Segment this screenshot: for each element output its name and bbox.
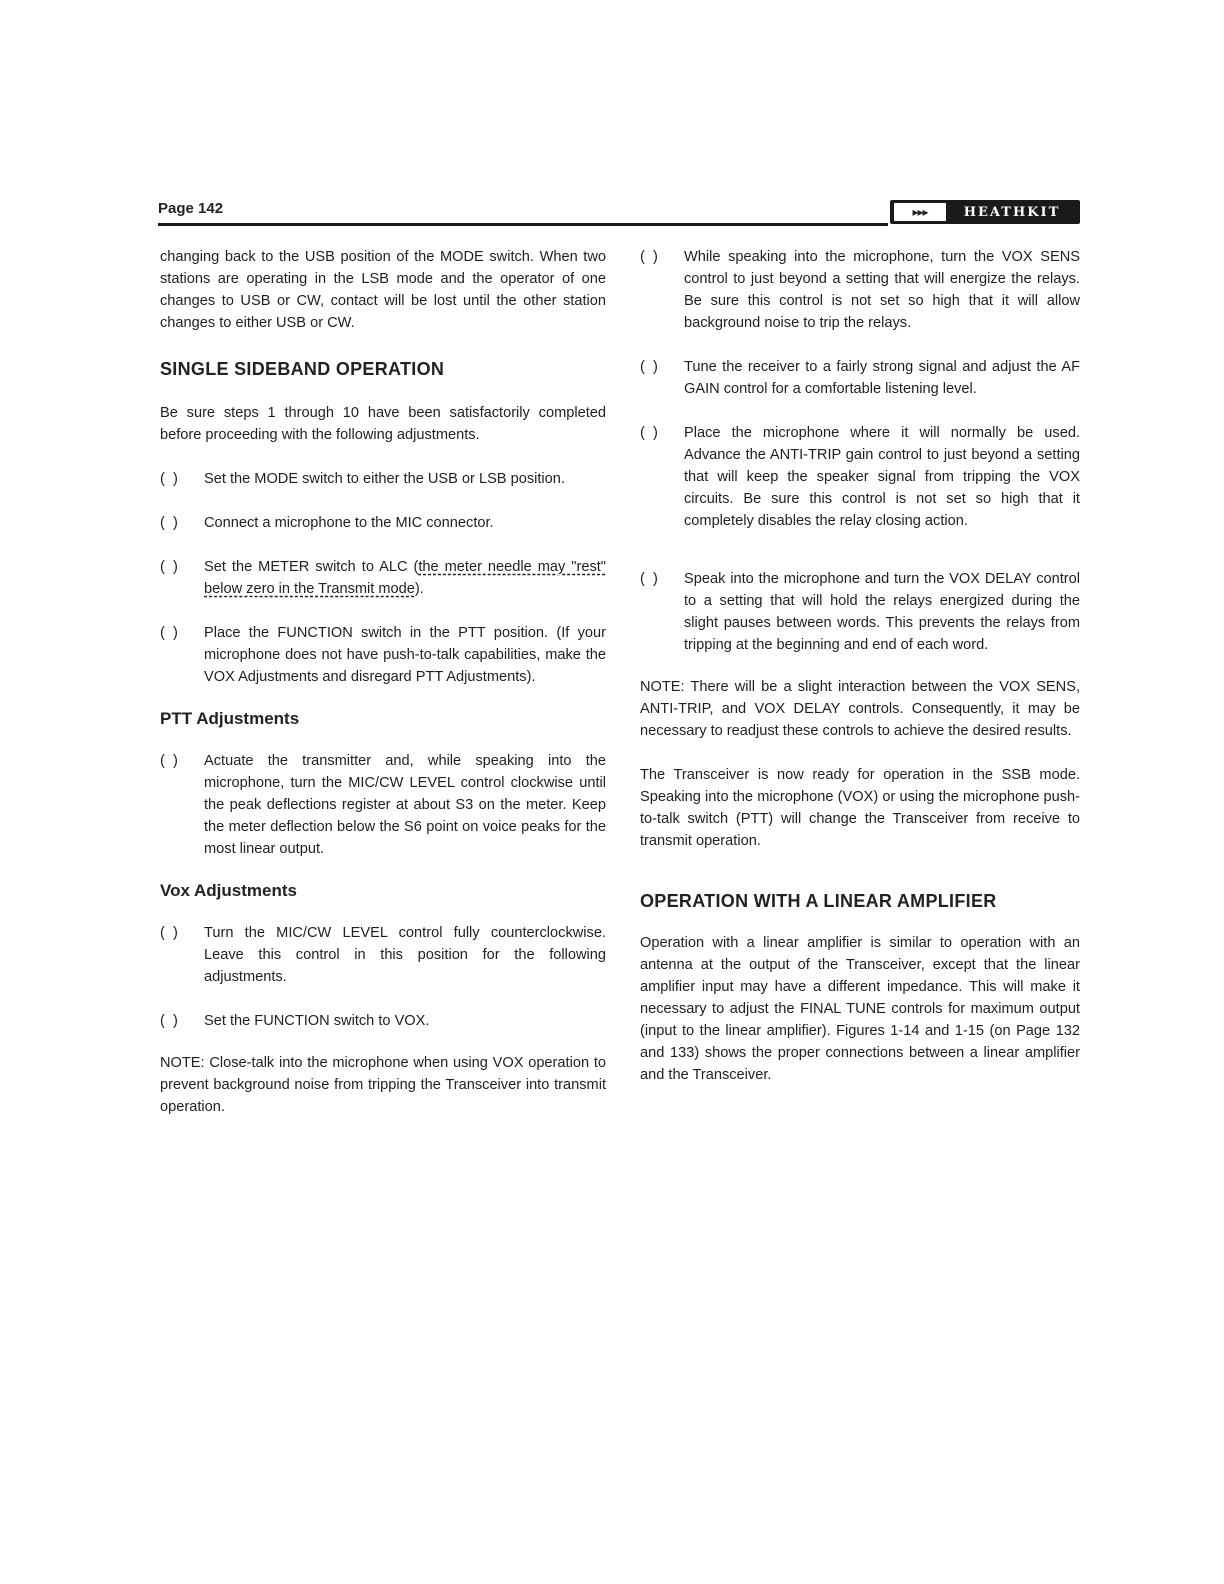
step-vox-level [160, 922, 606, 988]
step-text [204, 556, 606, 600]
header-rule [158, 223, 888, 226]
page-number: Page 142 [158, 200, 224, 217]
checkbox[interactable]: ( ) [160, 1013, 178, 1029]
interaction-note: NOTE: There will be a slight interaction between the VOX SENS, ANTI-TRIP, and VOX DELAY controls. Consequently, it may be necessary to readjust these controls to achieve the desired results. [640, 679, 1080, 739]
page-header [158, 196, 1080, 230]
linear-heading: OPERATION WITH A LINEAR AMPLIFIER [640, 891, 997, 911]
ready-paragraph: The Transceiver is now ready for operation in the SSB mode. Speaking into the microphone (VOX) or using the microphone push-to-talk switch (PTT) will change the Transceiver from receive to transmit operation. [640, 767, 1080, 849]
step-text-part: ). [414, 581, 424, 597]
step-text: Place the microphone where it will normally be used. Advance the ANTI-TRIP gain control to just beyond a setting that will keep the speaker signal from tripping the VOX circuits. Be sure this control is not set so high that it completely disables the relay closing action. [684, 425, 1080, 529]
step-text-part: Set the METER switch to ALC ( [204, 559, 419, 575]
step-text: While speaking into the microphone, turn the VOX SENS control to just beyond a setting that will energize the relays. Be sure this control is not set so high that it will allow background noise to trip the relays. [684, 249, 1080, 331]
right-column [640, 246, 1080, 1086]
checkbox[interactable]: ( ) [160, 753, 178, 769]
step-function-switch [160, 622, 606, 688]
checkbox[interactable]: ( ) [160, 515, 178, 531]
step-mode-switch [160, 468, 606, 490]
heathkit-logo [890, 200, 1080, 224]
ssb-heading: SINGLE SIDEBAND OPERATION [160, 359, 445, 379]
step-text: Connect a microphone to the MIC connector. [204, 515, 494, 531]
checkbox[interactable]: ( ) [160, 559, 178, 575]
step-text: Tune the receiver to a fairly strong signal and adjust the AF GAIN control for a comfortable listening level. [684, 359, 1080, 397]
step-vox-function [160, 1010, 606, 1032]
left-column [160, 246, 606, 1118]
checkbox[interactable]: ( ) [640, 359, 658, 375]
step-af-gain [640, 356, 1080, 400]
vox-note: NOTE: Close-talk into the microphone when using VOX operation to prevent background noise from tripping the Transceiver into transmit operation. [160, 1055, 606, 1115]
step-text: Place the FUNCTION switch in the PTT position. (If your microphone does not have push-to-talk capabilities, make the VOX Adjustments and disregard PTT Adjustments). [204, 625, 606, 685]
step-text: Actuate the transmitter and, while speaking into the microphone, turn the MIC/CW LEVEL control clockwise until the peak deflections register at about S3 on the meter. Keep the meter deflection below the S6 point on voice peaks for the most linear output. [204, 753, 606, 857]
step-meter-switch [160, 556, 606, 600]
ssb-paragraph: Be sure steps 1 through 10 have been satisfactorily completed before proceeding with the following adjustments. [160, 405, 606, 443]
checkbox[interactable]: ( ) [640, 249, 658, 265]
step-text: Set the FUNCTION switch to VOX. [204, 1013, 430, 1029]
ptt-heading: PTT Adjustments [160, 709, 300, 728]
step-ptt-actuate [160, 750, 606, 860]
underlined-text: the meter needle may "rest" below zero in the Transmit mode [204, 559, 606, 597]
intro-paragraph: changing back to the USB position of the MODE switch. When two stations are operating in the LSB mode and the operator of one changes to USB or CW, contact will be lost until the other station changes to either USB or CW. [160, 249, 606, 331]
step-text: Set the MODE switch to either the USB or LSB position. [204, 471, 565, 487]
linear-paragraph: Operation with a linear amplifier is similar to operation with an antenna at the output of the Transceiver, except that the linear amplifier input may have a different impedance. This will make it necessary to adjust the FINAL TUNE controls for maximum output (input to the linear amplifier). Figures 1-14 and 1-15 (on Page 132 and 133) shows the proper connections between a linear amplifier and the Transceiver. [640, 935, 1080, 1083]
checkbox[interactable]: ( ) [160, 925, 178, 941]
checkbox[interactable]: ( ) [640, 571, 658, 587]
checkbox[interactable]: ( ) [160, 625, 178, 641]
checkbox[interactable]: ( ) [640, 425, 658, 441]
step-text: Turn the MIC/CW LEVEL control fully counterclockwise. Leave this control in this position for the following adjustments. [204, 925, 606, 985]
step-microphone [160, 512, 606, 534]
step-text: Speak into the microphone and turn the VOX DELAY control to a setting that will hold the relays energized during the slight pauses between words. This prevents the relays from tripping at the beginning and end of each word. [684, 571, 1080, 653]
vox-heading: Vox Adjustments [160, 881, 297, 900]
step-vox-delay [640, 568, 1080, 656]
logo-text: HEATHKIT [963, 204, 1061, 220]
logo-arrow-icon: ▸▸▸ [894, 203, 946, 221]
checkbox[interactable]: ( ) [160, 471, 178, 487]
step-vox-sens [640, 246, 1080, 334]
step-anti-trip [640, 422, 1080, 532]
